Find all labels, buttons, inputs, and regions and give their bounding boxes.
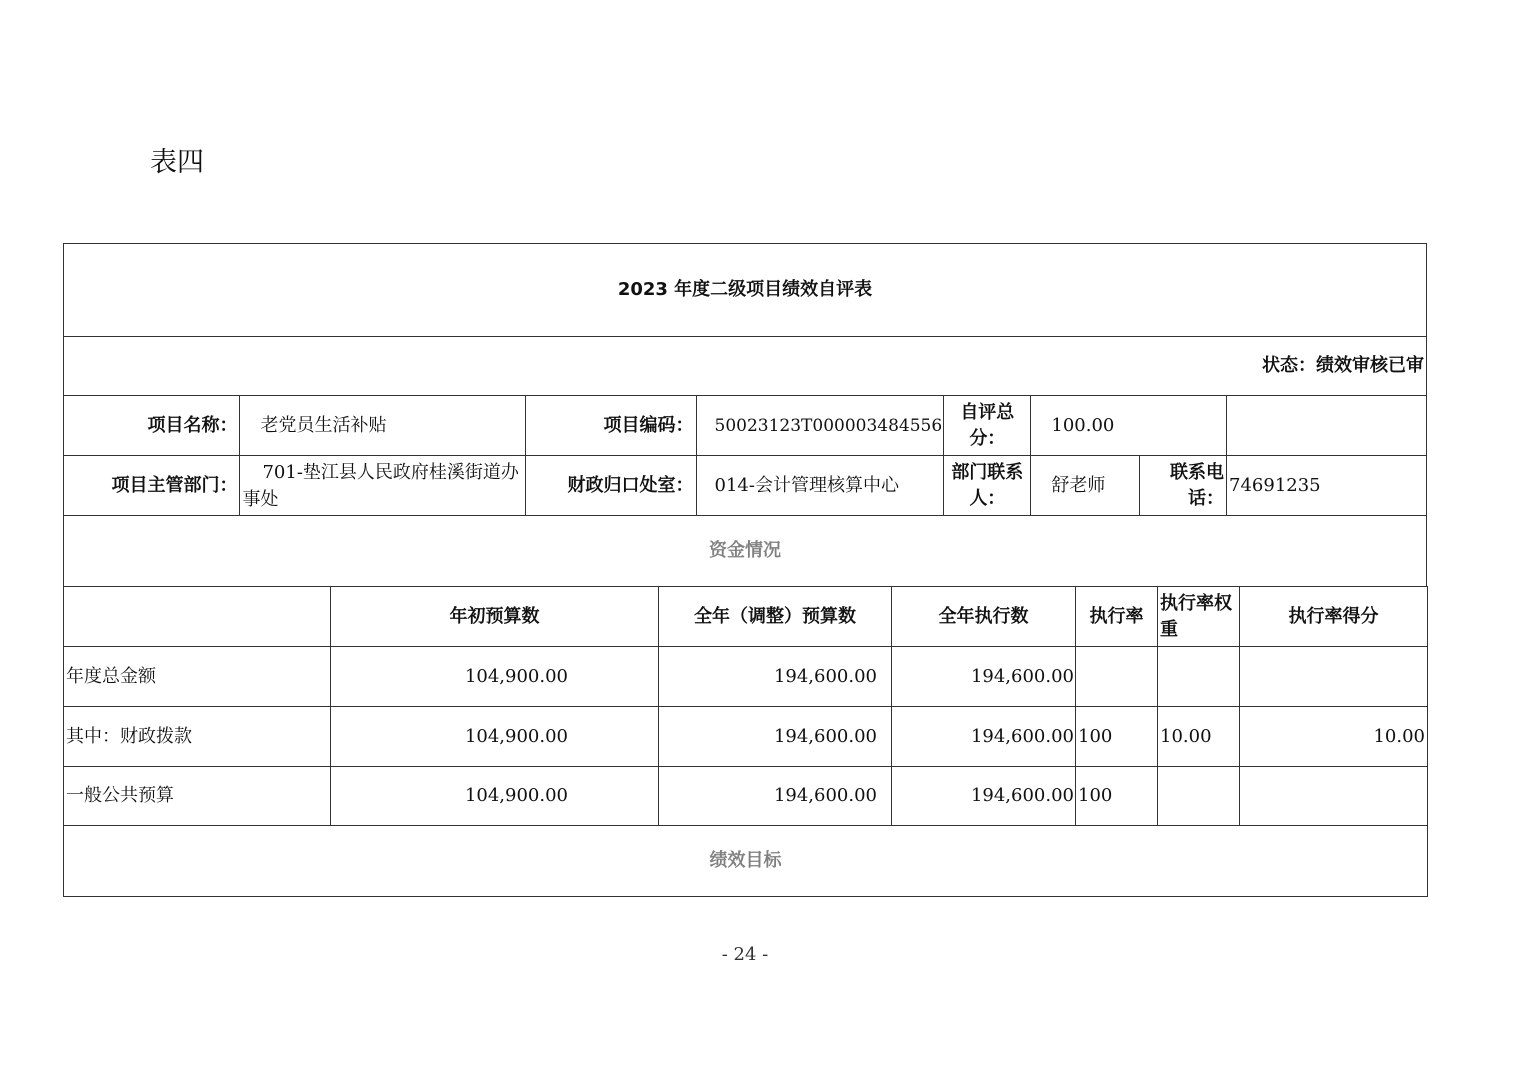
status-text: 状态：绩效审核已审 [64, 337, 1427, 396]
project-name-label: 项目名称： [64, 396, 240, 456]
row-name: 一般公共预算 [64, 767, 331, 826]
row-initial: 104,900.00 [331, 767, 659, 826]
dept-value: 701-垫江县人民政府桂溪街道办事处 [240, 456, 526, 516]
row-initial: 104,900.00 [331, 647, 659, 707]
row-initial: 104,900.00 [331, 707, 659, 767]
table-title: 2023 年度二级项目绩效自评表 [64, 244, 1427, 337]
project-code-label: 项目编码： [526, 396, 696, 456]
phone-value: 74691235 [1227, 456, 1427, 516]
row-score [1240, 767, 1428, 826]
row-score: 10.00 [1240, 707, 1428, 767]
funds-header-score-cell: 执行率得分 [1240, 587, 1428, 647]
page-number: - 24 - [721, 944, 769, 965]
contact-value: 舒老师 [1031, 456, 1139, 516]
row-rate [1076, 647, 1158, 707]
row-executed: 194,600.00 [892, 647, 1076, 707]
contact-label: 部门联系人： [944, 456, 1031, 516]
finance-office-value: 014-会计管理核算中心 [696, 456, 944, 516]
table-row [64, 767, 1428, 826]
self-score-label: 自评总分： [944, 396, 1031, 456]
row-adjusted: 194,600.00 [659, 707, 892, 767]
funds-header-blank-cell [64, 587, 331, 647]
row-score [1240, 647, 1428, 707]
row-name: 年度总金额 [64, 647, 331, 707]
row-adjusted: 194,600.00 [659, 767, 892, 826]
row-weight: 10.00 [1158, 707, 1240, 767]
row-adjusted: 194,600.00 [659, 647, 892, 707]
project-code-value: 50023123T000003484556 [696, 396, 944, 456]
row-weight [1158, 647, 1240, 707]
funds-header-initial-cell: 年初预算数 [331, 587, 659, 647]
row-weight [1158, 767, 1240, 826]
row-rate: 100 [1076, 707, 1158, 767]
funds-section-heading: 资金情况 [64, 516, 1427, 587]
row-executed: 194,600.00 [892, 767, 1076, 826]
funds-header-weight-cell: 执行率权重 [1158, 587, 1240, 647]
empty-cell [1227, 396, 1427, 456]
table-row [64, 647, 1428, 707]
table-row [64, 707, 1428, 767]
phone-label: 联系电话： [1139, 456, 1226, 516]
row-name: 其中：财政拨款 [64, 707, 331, 767]
funds-header-adjusted-cell: 全年（调整）预算数 [659, 587, 892, 647]
row-executed: 194,600.00 [892, 707, 1076, 767]
project-name-value: 老党员生活补贴 [240, 396, 526, 456]
table-label: 表四 [150, 147, 204, 178]
funds-header-rate-cell: 执行率 [1076, 587, 1158, 647]
finance-office-label: 财政归口处室： [526, 456, 696, 516]
self-score-value: 100.00 [1031, 396, 1227, 456]
row-rate: 100 [1076, 767, 1158, 826]
dept-label: 项目主管部门： [64, 456, 240, 516]
performance-table [63, 243, 1427, 587]
performance-section-heading: 绩效目标 [64, 826, 1428, 897]
funds-header-executed-cell: 全年执行数 [892, 587, 1076, 647]
funds-table [63, 586, 1428, 897]
